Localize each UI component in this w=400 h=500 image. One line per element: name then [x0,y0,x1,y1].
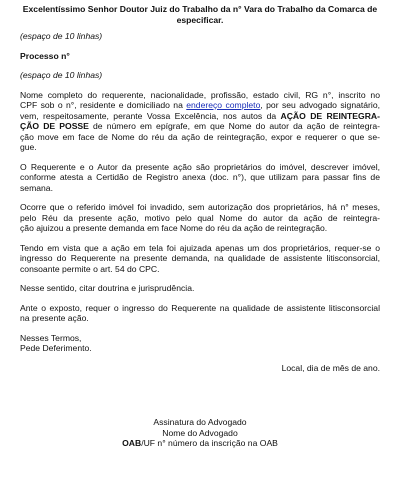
text-line: pelo Réu da presente ação, motivo pelo qual Nome do autor da ação de reintegra- [20,212,380,223]
text-line: na presente ação. [20,313,89,323]
oab-number: /UF n° número da inscrição na OAB [141,438,278,448]
oab-label: OAB [122,438,142,448]
paragraph-request-basis [20,243,380,275]
oab-registration [20,438,380,449]
place-date: Local, dia de mês de ano. [281,362,380,373]
text-fragment: , por seu advogado signatário, [260,100,380,110]
closing-line: Nesses Termos, [20,332,82,343]
signature-block [20,417,380,449]
action-name: AÇÃO DE REINTEGRA- [280,110,380,121]
spacing-note: (espaço de 10 linhas) [20,31,103,41]
text-line: conforme atesta a Certidão de Registro anexa (doc. n°), que utilizam para passar fins de [20,172,380,182]
paragraph-conclusion [20,303,380,324]
signature-line: Assinatura do Advogado [153,417,247,427]
text-line: Ocorre que o referido imóvel foi invadido, sem autorização dos proprietários, há n° meses, [20,202,380,212]
text-line [20,111,380,122]
text-fragment: CPF sob o n°, residente e domiciliado na [20,100,187,110]
text-line: ção ajuizou a presente demanda em face Nome do réu da ação de reintegração. [20,223,328,233]
text-line: ingresso do Requerente na presente demanda, na qualidade de assistente litisconsorcial, [20,253,380,263]
text-fragment: vem, respeitosamente, perante Vossa Excelência, nos autos da [20,110,281,121]
lawyer-name: Nome do Advogado [162,427,238,438]
text-line [20,100,380,111]
text-line: O Requerente e o Autor da presente ação são proprietários do imóvel, descrever imóvel, [20,161,380,172]
action-name: ÇÃO DE POSSE [20,121,89,131]
paragraph-doctrine: Nesse sentido, citar doutrina e jurisprudência. [20,283,195,293]
text-line: gue. [20,142,37,152]
closing-line: Pede Deferimento. [20,343,92,353]
paragraph-invasion [20,202,380,234]
document-title: Excelentíssimo Senhor Doutor Juiz do Trabalho da n° Vara do Trabalho da Comarca de especificar. [22,4,378,25]
text-line: Ante o exposto, requer o ingresso do Requerente na qualidade de assistente litisconsorcial [20,302,380,313]
text-line: consoante permite o art. 54 do CPC. [20,263,160,274]
address-link[interactable]: endereço completo [186,100,261,110]
text-line: Tendo em vista que a ação em tela foi ajuizada apenas um dos proprietários, requer-se o [20,242,380,253]
paragraph-ownership [20,162,380,194]
text-line: ção move em face de Nome do réu da ação de reintegração, expor e requerer o que se- [20,131,380,142]
spacing-note: (espaço de 10 linhas) [20,70,103,80]
text-line [20,121,380,132]
text-line: semana. [20,182,53,193]
process-number-label: Processo n° [20,50,70,61]
text-line: Nome completo do requerente, nacionalidade, profissão, estado civil, RG n°, inscrito no [20,89,380,100]
text-fragment: de número em epígrafe, em que Nome do autor da ação de reintegra- [88,121,380,131]
paragraph-qualification [20,90,380,153]
